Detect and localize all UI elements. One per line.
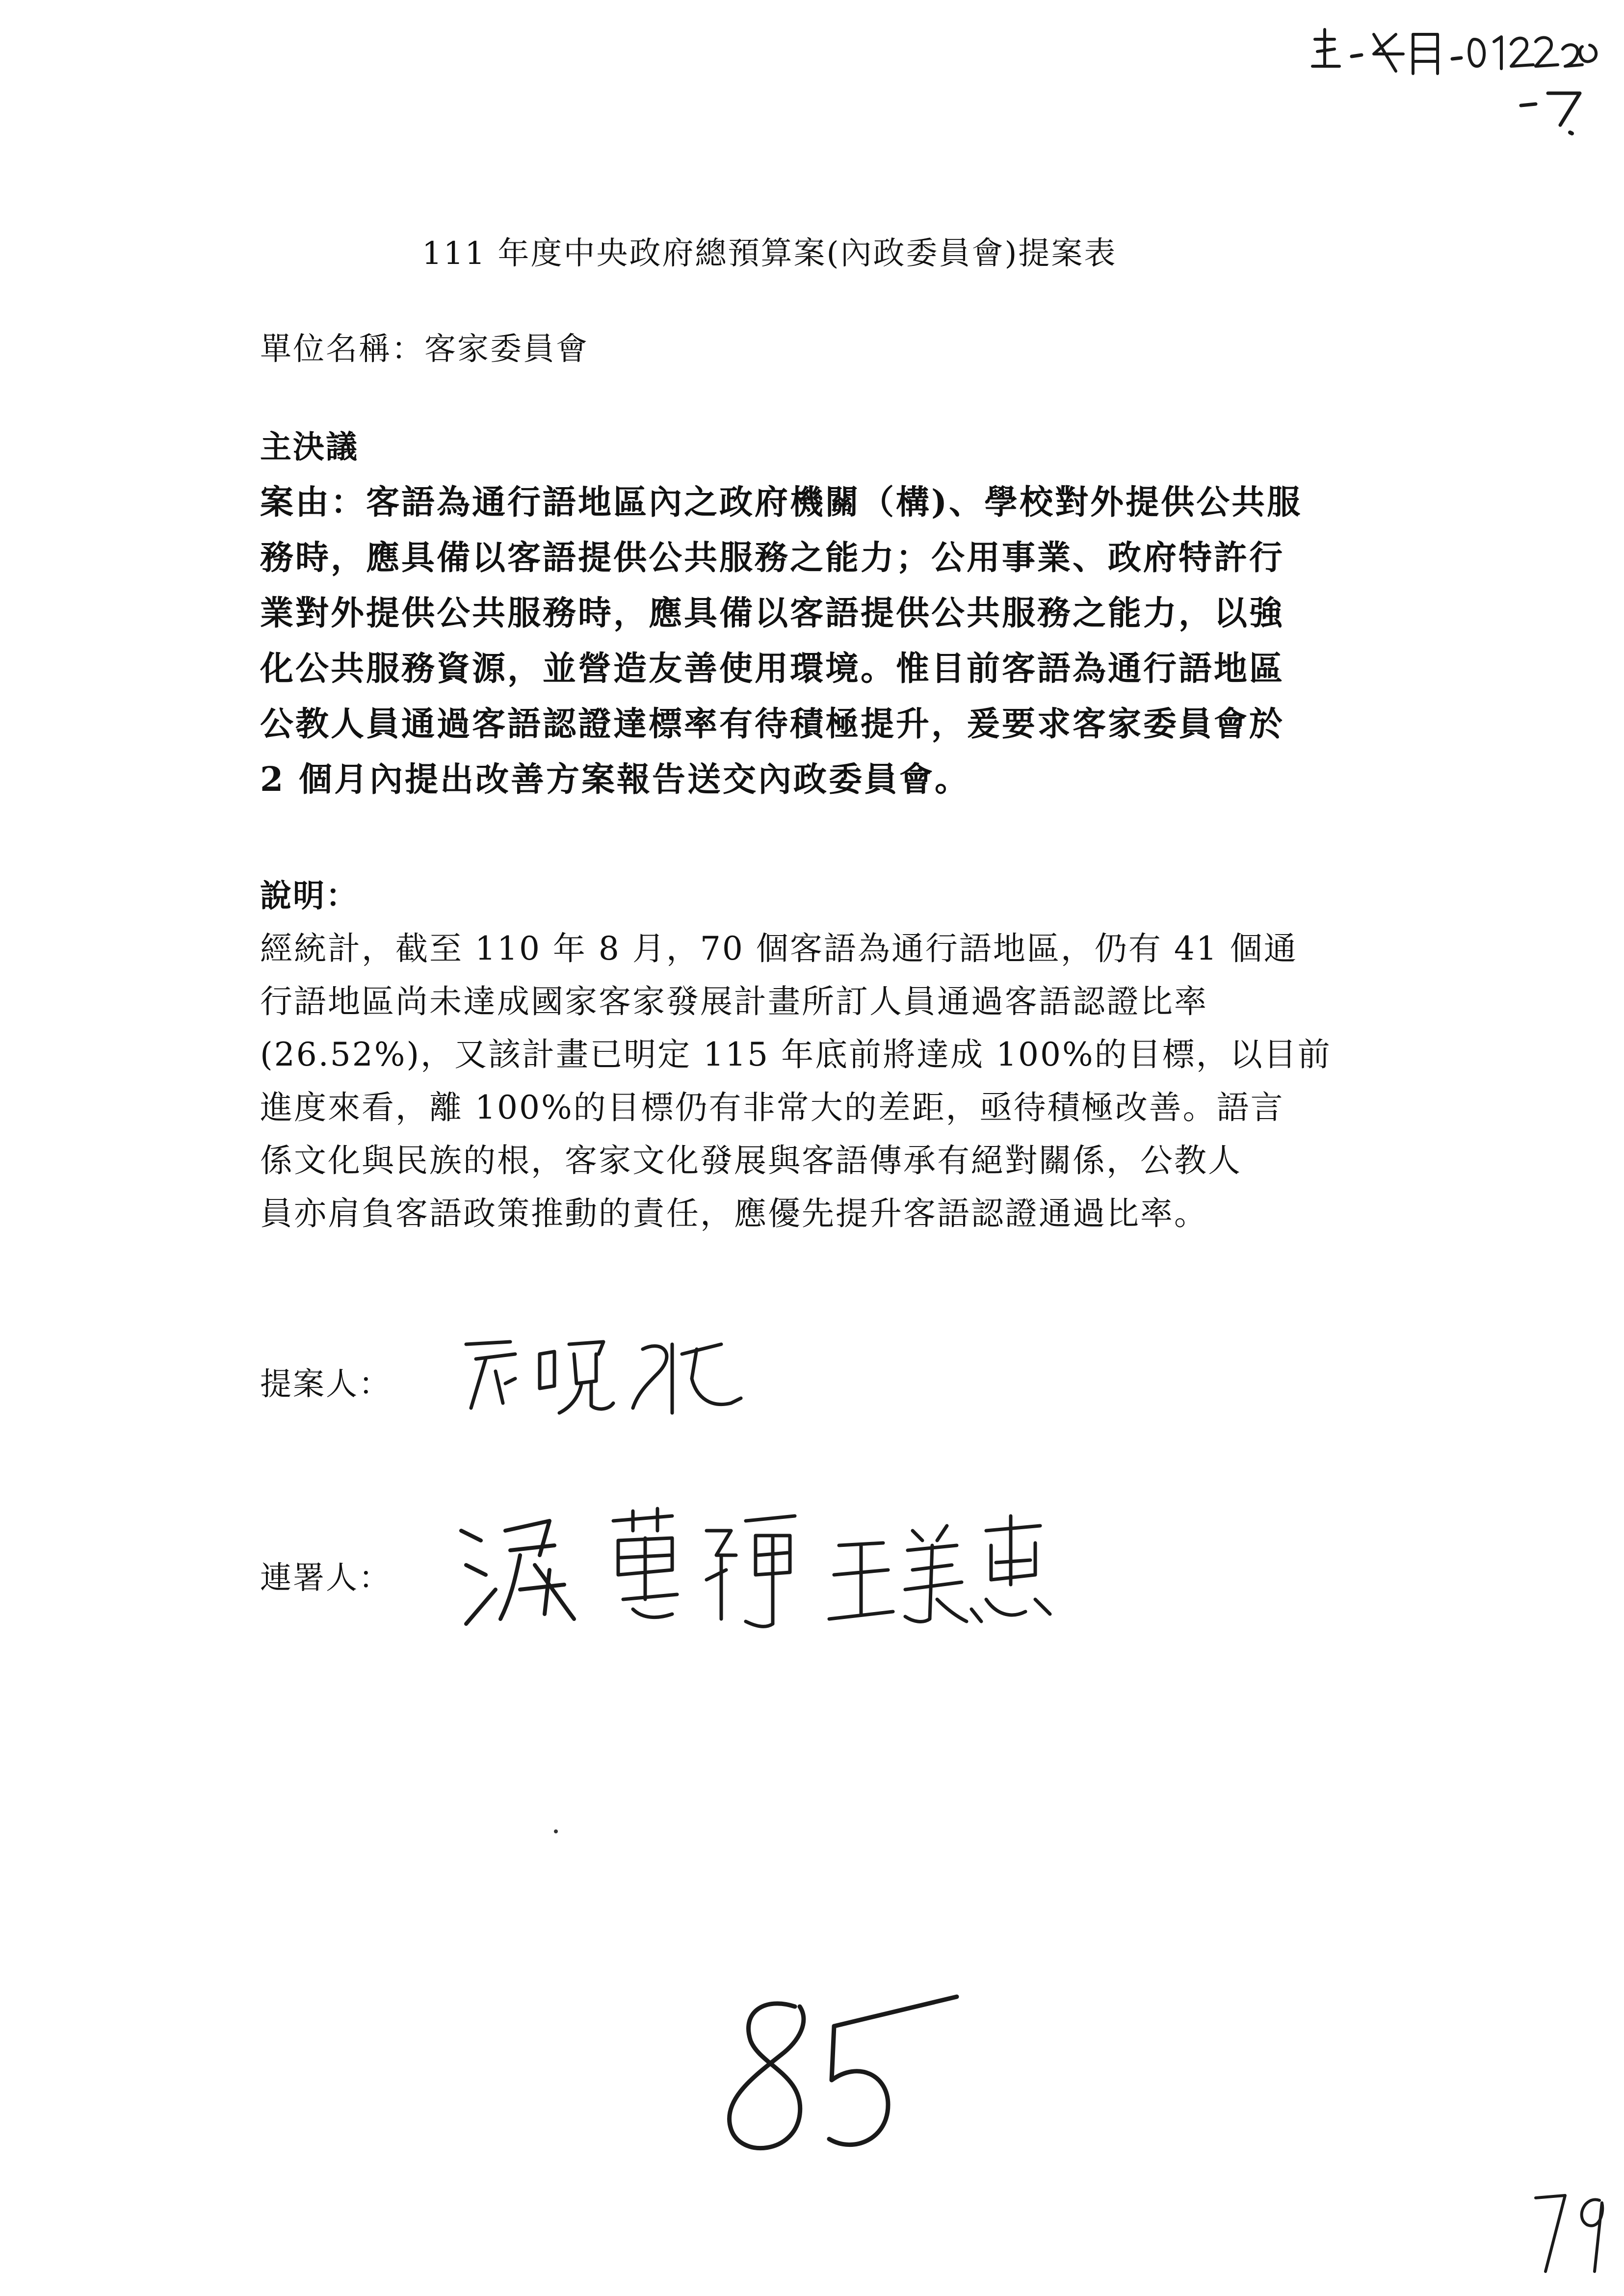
handwritten-page-number [711, 1977, 967, 2175]
explanation-line: 行語地區尚未達成國家客家發展計畫所訂人員通過客語認證比率 [260, 983, 1208, 1020]
proposer-signature [456, 1325, 800, 1435]
resolution-heading: 主決議 [260, 429, 359, 466]
resolution-line: 案由：客語為通行語地區內之政府機關（構)、學校對外提供公共服 [260, 483, 1303, 522]
explanation-line: 係文化與民族的根，客家文化發展與客語傳承有絕對關係，公教人 [260, 1142, 1242, 1179]
explanation-line: 員亦肩負客語政策推動的責任，應優先提升客語認證通過比率。 [260, 1195, 1208, 1232]
cosigners-label: 連署人： [260, 1560, 392, 1596]
resolution-line: 化公共服務資源，並營造友善使用環境。惟目前客語為通行語地區 [260, 649, 1285, 688]
explanation-line: 進度來看，離 100%的目標仍有非常大的差距，亟待積極改善。語言 [260, 1089, 1284, 1126]
cosigners-signature [451, 1501, 1065, 1650]
resolution-line: 業對外提供公共服務時，應具備以客語提供公共服務之能力，以強 [260, 594, 1285, 633]
resolution-line: 公教人員通過客語認證達標率有待積極提升，爰要求客家委員會於 [260, 704, 1285, 744]
ink-dot [552, 1827, 562, 1839]
handwritten-corner-number [1531, 2188, 1614, 2288]
proposer-label: 提案人： [260, 1366, 392, 1403]
page-title: 111 年度中央政府總預算案(內政委員會)提案表 [422, 235, 1117, 272]
resolution-line: 務時，應具備以客語提供公共服務之能力；公用事業、政府特許行 [260, 538, 1285, 577]
resolution-line: 2 個月內提出改善方案報告送交內政委員會。 [260, 760, 970, 799]
unit-name: 單位名稱：客家委員會 [260, 331, 589, 367]
explanation-line: (26.52%)，又該計畫已明定 115 年底前將達成 100%的目標，以目前 [260, 1036, 1332, 1073]
explanation-heading: 說明： [260, 878, 359, 914]
handwritten-reference-note [1305, 20, 1609, 139]
explanation-line: 經統計，截至 110 年 8 月，70 個客語為通行語地區，仍有 41 個通 [260, 930, 1298, 967]
